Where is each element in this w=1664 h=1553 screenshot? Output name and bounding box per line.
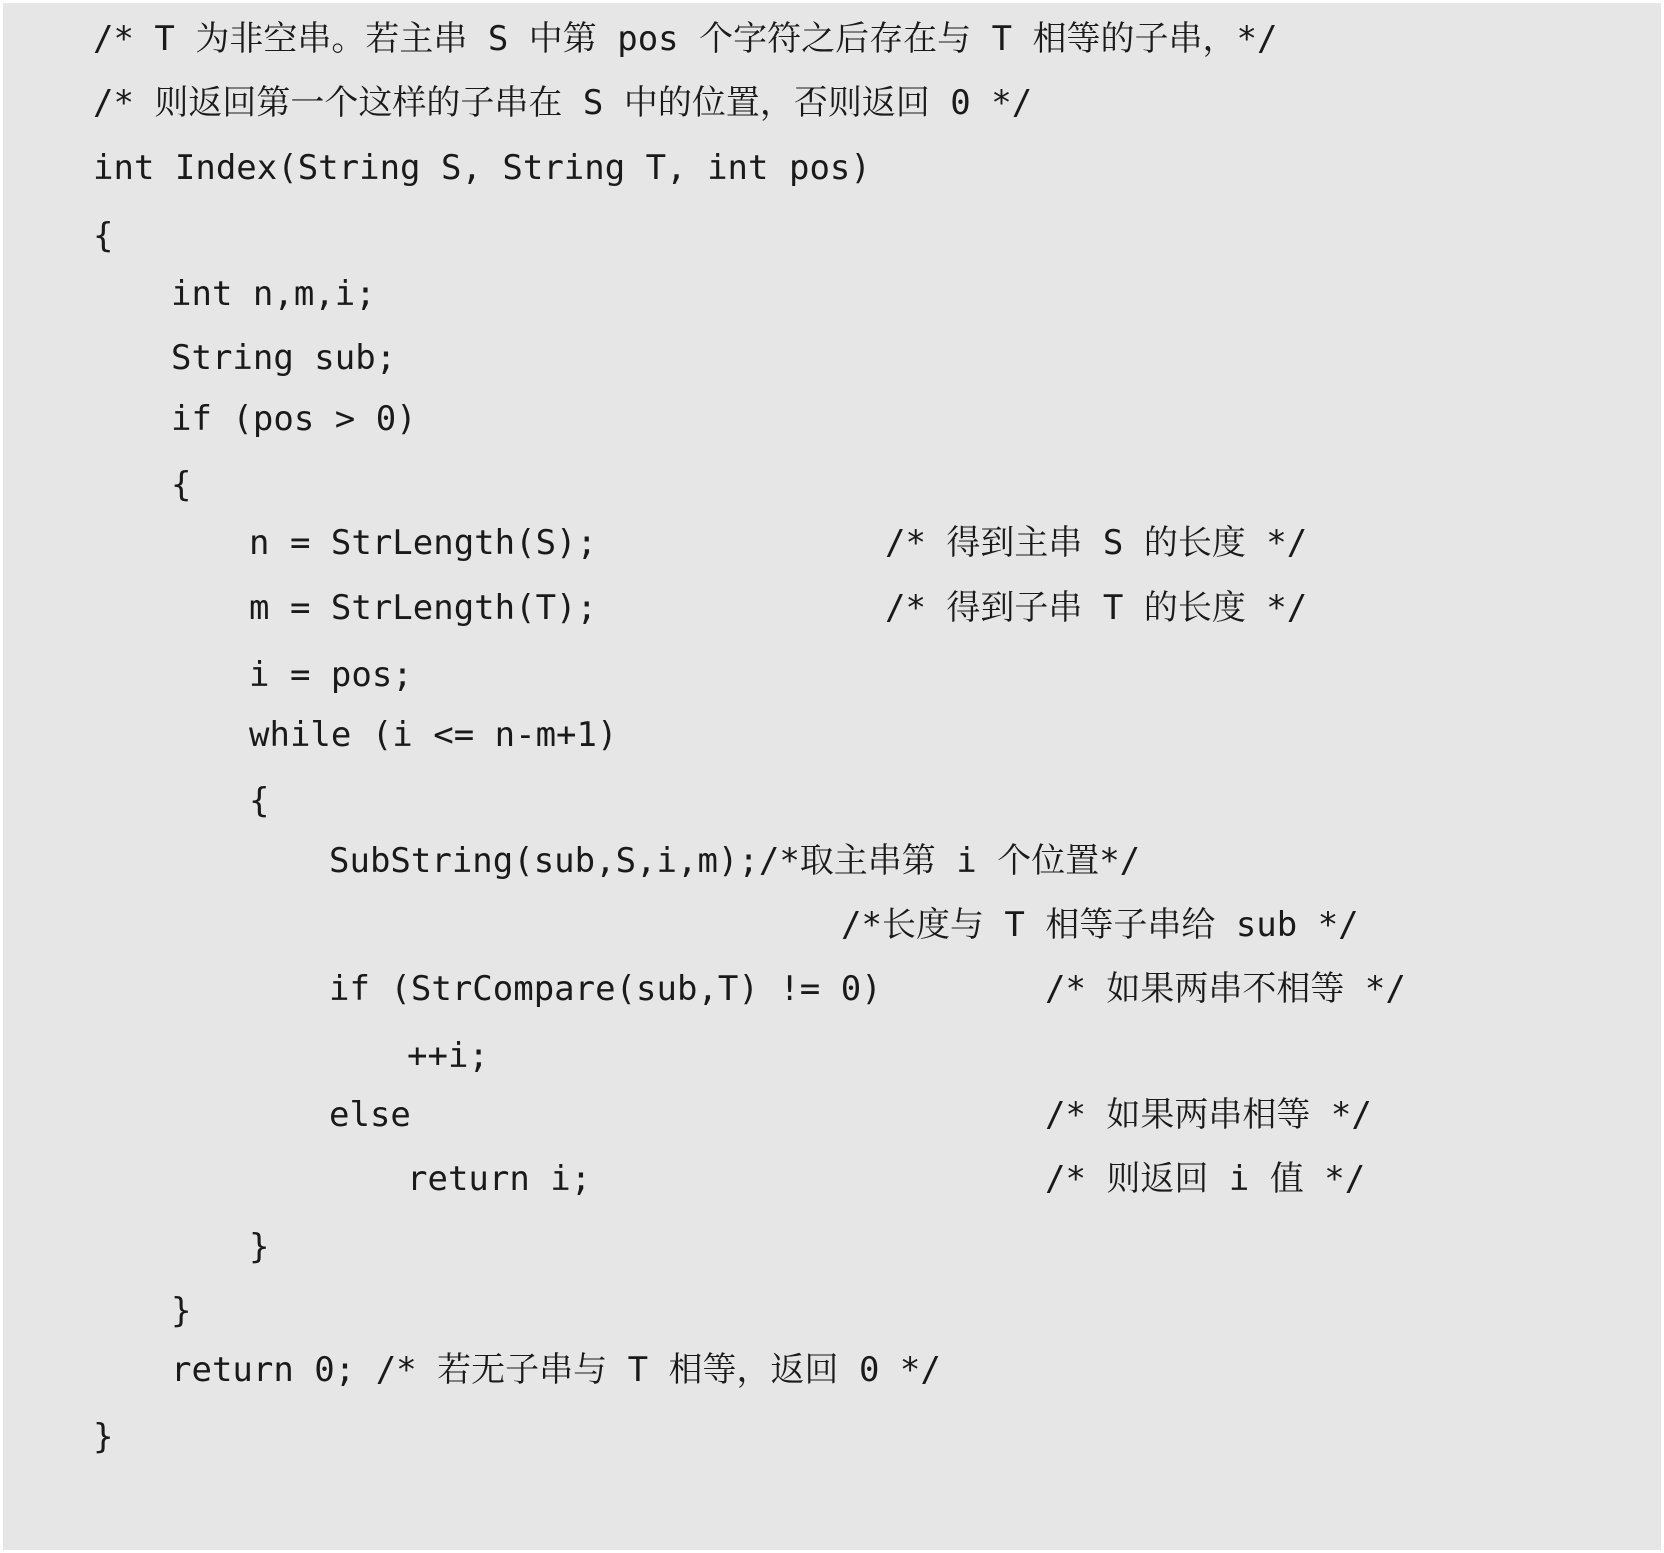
code-line-if-open-brace: { xyxy=(171,465,192,505)
code-line-while-open-brace: { xyxy=(249,781,270,821)
code-line-comment-2: /* 则返回第一个这样的子串在 S 中的位置，否则返回 0 */ xyxy=(93,83,1033,123)
code-line-n-comment: /* 得到主串 S 的长度 */ xyxy=(885,523,1308,563)
code-line-while: while (i <= n-m+1) xyxy=(249,715,618,755)
code-line-substring: SubString(sub,S,i,m);/*取主串第 i 个位置*/ xyxy=(329,841,1141,881)
code-line-return-i: return i; xyxy=(407,1159,592,1199)
code-line-if-compare: if (StrCompare(sub,T) != 0) xyxy=(329,969,882,1009)
code-block xyxy=(3,3,1661,1550)
code-line-n-assign: n = StrLength(S); xyxy=(249,523,597,563)
code-line-m-assign: m = StrLength(T); xyxy=(249,588,597,628)
code-line-close-brace: } xyxy=(93,1417,114,1457)
code-line-i-assign: i = pos; xyxy=(249,655,413,695)
code-line-return-i-comment: /* 则返回 i 值 */ xyxy=(1045,1159,1366,1199)
code-line-else-comment: /* 如果两串相等 */ xyxy=(1045,1095,1372,1135)
code-line-increment: ++i; xyxy=(407,1036,489,1076)
code-line-if-compare-comment: /* 如果两串不相等 */ xyxy=(1045,969,1406,1009)
code-line-decl-ints: int n,m,i; xyxy=(171,274,376,314)
code-line-if-close-brace: } xyxy=(171,1291,192,1331)
code-line-m-comment: /* 得到子串 T 的长度 */ xyxy=(885,588,1308,628)
code-line-signature: int Index(String S, String T, int pos) xyxy=(93,148,871,188)
code-line-return-0: return 0; /* 若无子串与 T 相等，返回 0 */ xyxy=(171,1350,941,1390)
code-line-substring-comment: /*长度与 T 相等子串给 sub */ xyxy=(841,905,1359,945)
code-line-comment-1: /* T 为非空串。若主串 S 中第 pos 个字符之后存在与 T 相等的子串，*/ xyxy=(93,19,1278,59)
code-line-if-pos: if (pos > 0) xyxy=(171,399,417,439)
code-line-else: else xyxy=(329,1095,411,1135)
code-line-while-close-brace: } xyxy=(249,1227,270,1267)
code-line-open-brace: { xyxy=(93,216,114,256)
code-line-decl-sub: String sub; xyxy=(171,338,397,378)
